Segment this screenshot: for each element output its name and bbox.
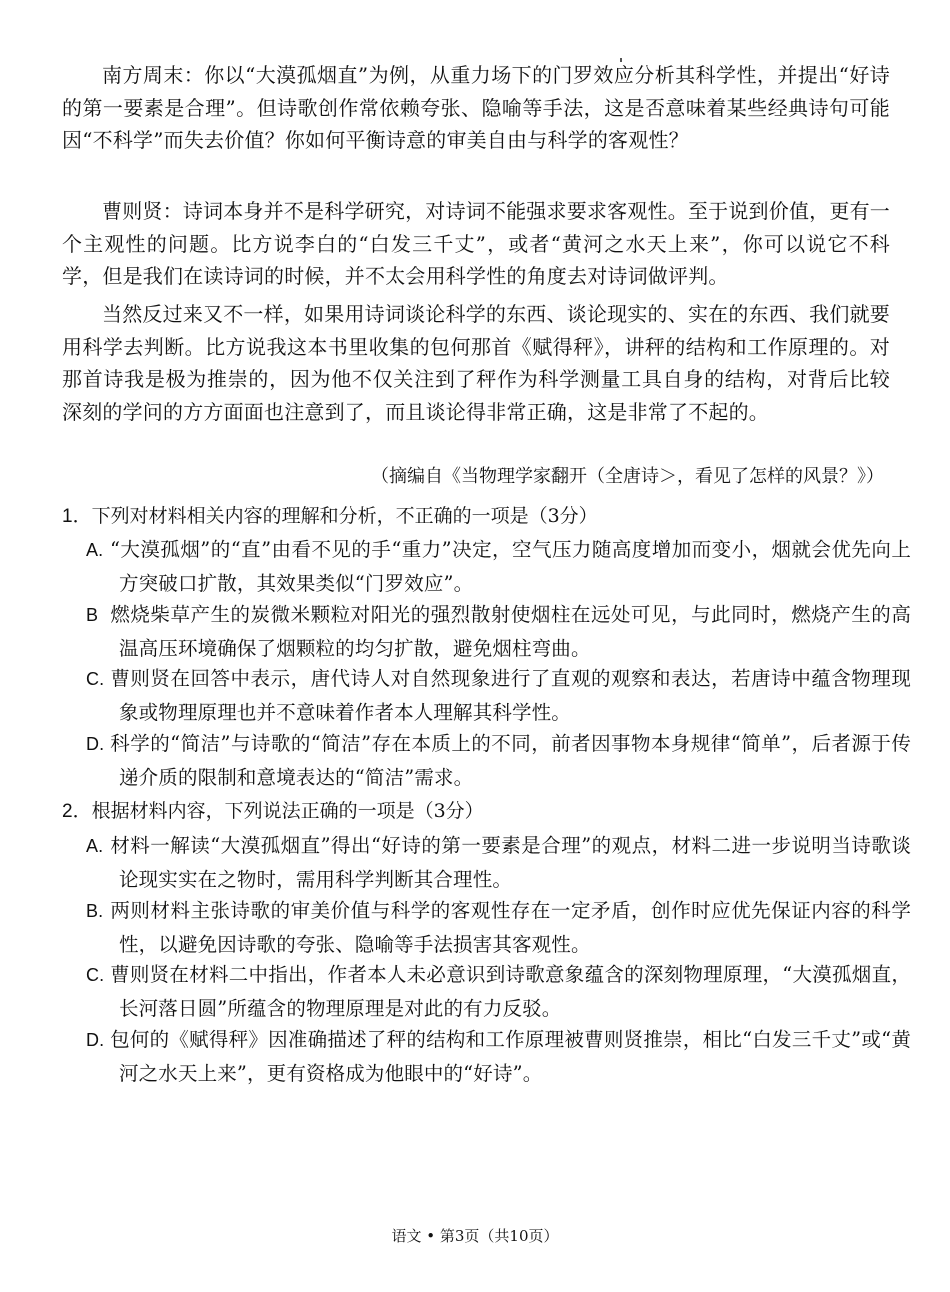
option-letter: D. bbox=[86, 734, 105, 754]
option-text: 材料一解读“大漠孤烟直”得出“好诗的第一要素是合理”的观点，材料二进一步说明当诗歌谈论现实实在之物时，需用科学判断其合理性。 bbox=[110, 834, 911, 891]
question-number: 2． bbox=[62, 801, 92, 822]
option-letter: A. bbox=[86, 836, 104, 856]
question-2-option-a bbox=[86, 829, 911, 896]
option-letter: B bbox=[86, 605, 99, 625]
option-text: 科学的“简洁”与诗歌的“简洁”存在本质上的不同，前者因事物本身规律“简单”，后者源于传递介质的限制和意境表达的“简洁”需求。 bbox=[110, 732, 911, 789]
question-1-stem bbox=[62, 501, 890, 532]
question-1-option-d bbox=[86, 727, 911, 794]
page-footer: 语文 • 第3页（共10页） bbox=[391, 1227, 559, 1245]
option-letter: C. bbox=[86, 965, 105, 985]
option-text: 曹则贤在材料二中指出，作者本人未必意识到诗歌意象蕴含的深刻物理原理，“大漠孤烟直，长河落日圆”所蕴含的物理原理是对此的有力反驳。 bbox=[110, 963, 911, 1020]
source-citation: （摘编自《当物理学家翻开（全唐诗＞，看见了怎样的风景？》） bbox=[371, 466, 884, 487]
question-2-option-c bbox=[86, 958, 911, 1025]
question-1-option-a bbox=[86, 533, 911, 600]
option-letter: A. bbox=[86, 540, 104, 560]
option-letter: B. bbox=[86, 901, 104, 921]
option-text: 燃烧柴草产生的炭微米颗粒对阳光的强烈散射使烟柱在远处可见，与此同时，燃烧产生的高温高压环境确保了烟颗粒的均匀扩散，避免烟柱弯曲。 bbox=[110, 603, 911, 660]
option-text: 两则材料主张诗歌的审美价值与科学的客观性存在一定矛盾，创作时应优先保证内容的科学性，以避免因诗歌的夸张、隐喻等手法损害其客观性。 bbox=[110, 899, 911, 956]
option-letter: D. bbox=[86, 1030, 105, 1050]
question-1-option-c bbox=[86, 662, 911, 729]
question-2-option-d bbox=[86, 1023, 911, 1090]
question-1-option-b bbox=[86, 598, 911, 665]
question-2-option-b bbox=[86, 894, 911, 961]
option-text: 曹则贤在回答中表示，唐代诗人对自然现象进行了直观的观察和表达，若唐诗中蕴含物理现象或物理原理也并不意味着作者本人理解其科学性。 bbox=[110, 667, 911, 724]
paragraph-interview-question: 南方周末：你以“大漠孤烟直”为例，从重力场下的门罗效应分析其科学性，并提出“好诗的第一要素是合理”。但诗歌创作常依赖夸张、隐喻等手法，这是否意味着某些经典诗句可能因“不科学”而失去价值？你如何平衡诗意的审美自由与科学的客观性？ bbox=[62, 63, 890, 152]
paragraph-answer-1: 曹则贤：诗词本身并不是科学研究，对诗词不能强求要求客观性。至于说到价值，更有一个主观性的问题。比方说李白的“白发三千丈”，或者“黄河之水天上来”，你可以说它不科学，但是我们在读诗词的时候，并不太会用科学性的角度去对诗词做评判。 bbox=[62, 199, 890, 288]
option-text: 包何的《赋得秤》因准确描述了秤的结构和工作原理被曹则贤推崇，相比“白发三千丈”或“黄河之水天上来”，更有资格成为他眼中的“好诗”。 bbox=[110, 1028, 911, 1085]
question-text: 根据材料内容，下列说法正确的一项是（3分） bbox=[91, 800, 484, 822]
option-letter: C. bbox=[86, 669, 105, 689]
question-2-stem bbox=[62, 796, 890, 827]
question-number: 1． bbox=[62, 506, 92, 527]
question-text: 下列对材料相关内容的理解和分析，不正确的一项是（3分） bbox=[91, 505, 598, 527]
option-text: “大漠孤烟”的“直”由看不见的手“重力”决定，空气压力随高度增加而变小，烟就会优先向上方突破口扩散，其效果类似“门罗效应”。 bbox=[110, 538, 911, 595]
paragraph-answer-2: 当然反过来又不一样，如果用诗词谈论科学的东西、谈论现实的、实在的东西、我们就要用科学去判断。比方说我这本书里收集的包何那首《赋得秤》，讲秤的结构和工作原理的。对那首诗我是极为推崇的，因为他不仅关注到了秤作为科学测量工具自身的结构，对背后比较深刻的学问的方方面面也注意到了，而且谈论得非常正确，这是非常了不起的。 bbox=[62, 302, 890, 424]
